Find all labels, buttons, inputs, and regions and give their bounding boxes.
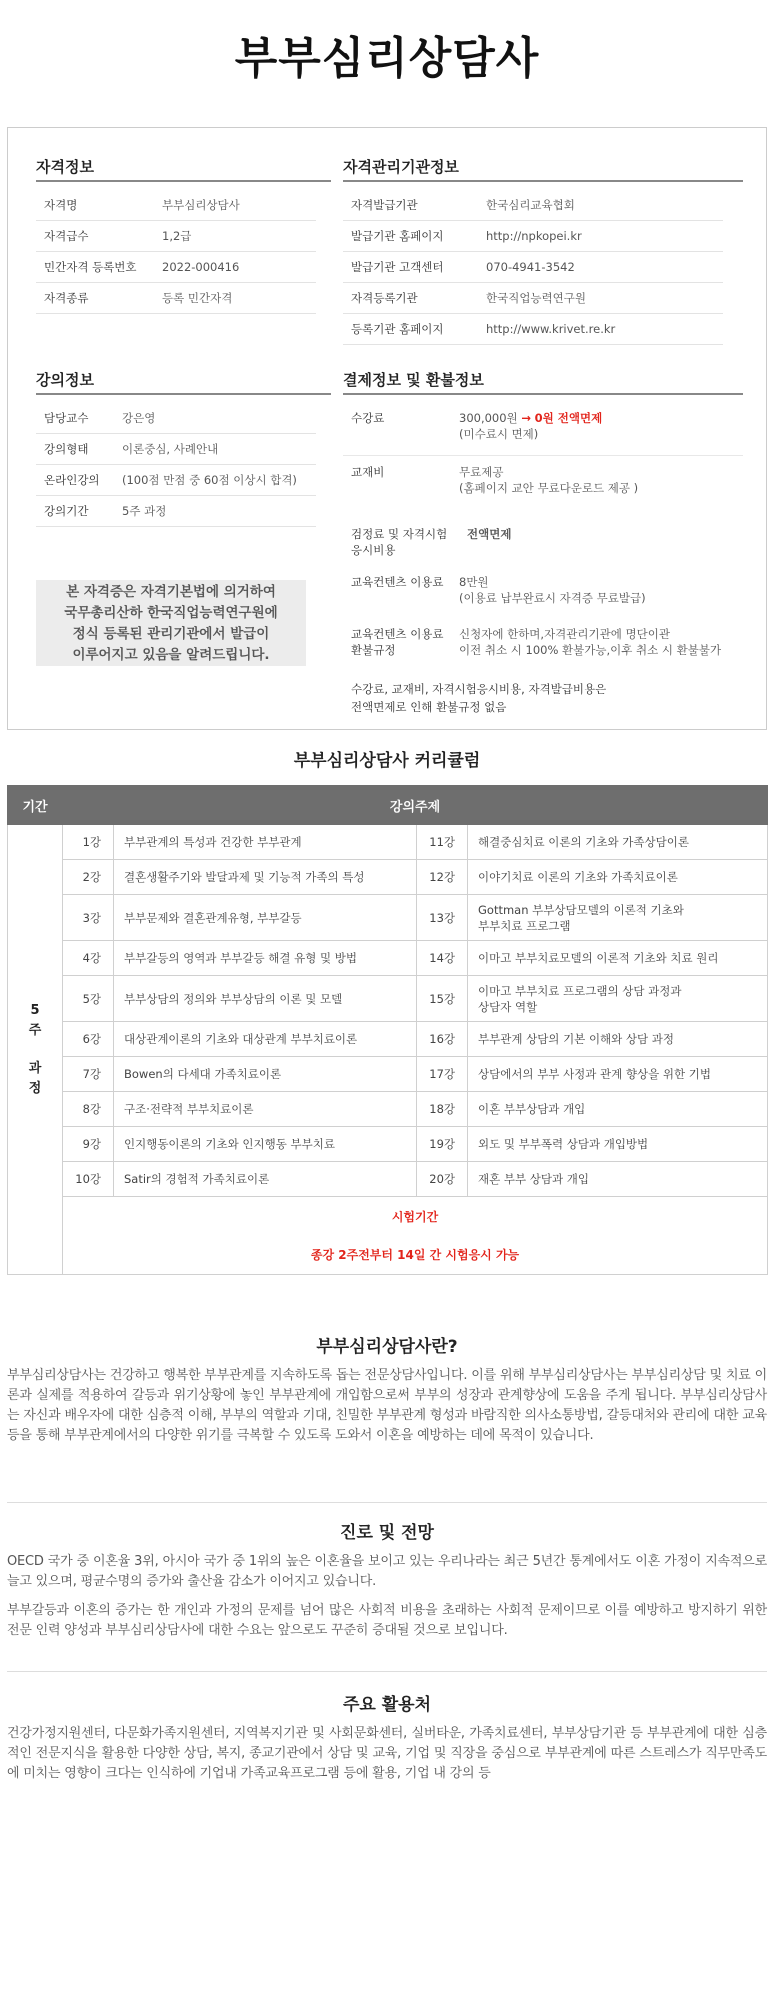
row-key: 발급기관 고객센터: [351, 260, 444, 274]
topic-header: 강의주제: [63, 786, 768, 825]
row-value: 등록 민간자격: [162, 291, 233, 305]
lesson-topic: 부부갈등의 영역과 부부갈등 해결 유형 및 방법: [114, 941, 417, 976]
tuition-value: [459, 410, 602, 426]
lesson-topic: 상담에서의 부부 사정과 관계 향상을 위한 기법: [468, 1057, 768, 1092]
lesson-number: 2강: [63, 860, 114, 895]
management-row: [343, 252, 723, 283]
lesson-topic: Satir의 경험적 가족치료이론: [114, 1162, 417, 1197]
value-line: 신청자에 한하며,자격관리기관에 명단이관: [459, 627, 670, 641]
row-key: 자격발급기관: [351, 198, 418, 212]
row-key: 발급기관 홈페이지: [351, 229, 444, 243]
info-panel: [7, 127, 767, 730]
qualification-heading: 자격정보: [36, 156, 331, 182]
lecture-row: [36, 496, 316, 527]
refund-row: [343, 614, 773, 664]
qualification-row: [36, 190, 316, 221]
row-value: 1,2급: [162, 229, 192, 243]
tuition-row: [343, 406, 743, 456]
lesson-number: 18강: [417, 1092, 468, 1127]
lesson-topic: 인지행동이론의 기초와 인지행동 부부치료: [114, 1127, 417, 1162]
lesson-number: 15강: [417, 976, 468, 1022]
row-key: 자격명: [44, 198, 78, 212]
lecture-row: [36, 465, 316, 496]
lecture-row: [36, 434, 316, 465]
table-row: [8, 1057, 768, 1092]
exam-period-row: [8, 1197, 768, 1275]
qualification-row: [36, 221, 316, 252]
table-row: [8, 860, 768, 895]
row-value: 070-4941-3542: [486, 260, 575, 274]
period-header: 기간: [8, 786, 63, 825]
divider: [7, 1502, 767, 1503]
table-row: [8, 941, 768, 976]
row-note: (미수료시 면제): [459, 427, 539, 441]
value-line: 이전 취소 시 100% 환불가능,이후 취소 시 환불불가: [459, 643, 722, 657]
lesson-topic: 재혼 부부 상담과 개입: [468, 1162, 768, 1197]
row-value: 2022-000416: [162, 260, 240, 274]
curriculum-table: [7, 785, 768, 1275]
lesson-number: 16강: [417, 1022, 468, 1057]
period-char: 주: [28, 1022, 42, 1038]
key-line: 응시비용: [351, 543, 396, 557]
notice-line: 국무총리산하 한국직업능력연구원에: [64, 605, 278, 621]
about-heading: 부부심리상담사란?: [316, 1337, 458, 1357]
career-heading: 진로 및 전망: [340, 1523, 434, 1543]
notice-line: 정식 등록된 관리기관에서 발급이: [72, 626, 270, 642]
row-value: 이론중심, 사례안내: [122, 442, 219, 456]
career-text-1: OECD 국가 중 이혼율 3위, 아시아 국가 중 1위의 높은 이혼율을 보이고 있는 우리나라는 최근 5년간 통계에서도 이혼 가정이 지속적으로 늘고 있으며, 평균수명의 증가와 출산율 감소가 이어지고 있습니다.: [7, 1554, 767, 1589]
lecture-row: [36, 403, 316, 434]
row-key: 담당교수: [44, 411, 89, 425]
lesson-topic: 이마고 부부치료 프로그램의 상담 과정과 상담자 역할: [468, 976, 768, 1022]
lesson-number: 5강: [63, 976, 114, 1022]
row-key: 자격종류: [44, 291, 89, 305]
divider: [7, 1671, 767, 1672]
row-value: 한국직업능력연구원: [486, 291, 586, 305]
row-key: 교육컨텐츠 이용료: [351, 575, 444, 589]
registry-link[interactable]: http://www.krivet.re.kr: [486, 322, 616, 336]
row-value: 부부심리상담사: [162, 198, 240, 212]
table-row: [8, 825, 768, 860]
key-line: 환불규정: [351, 643, 396, 657]
materials-row: [343, 458, 743, 508]
period-char: [8, 1041, 62, 1059]
management-heading: 자격관리기관정보: [343, 156, 743, 182]
exam-period-cell: [63, 1197, 768, 1275]
tuition-free: 0원 전액면제: [534, 411, 603, 425]
row-value: 강은영: [122, 411, 156, 425]
lesson-topic: 해결중심치료 이론의 기초와 가족상담이론: [468, 825, 768, 860]
row-value: 한국심리교육협회: [486, 198, 575, 212]
row-key: 등록기관 홈페이지: [351, 322, 444, 336]
row-key: 강의형태: [44, 442, 89, 456]
lesson-number: 10강: [63, 1162, 114, 1197]
lesson-topic: 대상관계이론의 기초와 대상관계 부부치료이론: [114, 1022, 417, 1057]
about-text: 부부심리상담사는 건강하고 행복한 부부관계를 지속하도록 돕는 전문상담사입니다. 이를 위해 부부심리상담사는 부부심리상담 및 치료 이론과 실제를 적용하여 갈등과 위기상황에 놓인 부부관계에 개입함으로써 부부의 성장과 관계향상에 도움을 주게 됩니다. 부부심리상담사는 자신과 배우자에 대한 심층적 이해, 부부의 역할과 기대, 친밀한 부부관계 형성과 바람직한 의사소통방법, 갈등대처와 관리에 대한 교육 등을 통해 부부관계에서의 다양한 위기를 극복할 수 있도록 도와서 이혼을 예방하는 데에 목적이 있습니다.: [7, 1368, 767, 1443]
lesson-topic: 부부관계의 특성과 건강한 부부관계: [114, 825, 417, 860]
payment-heading: 결제정보 및 환불정보: [343, 369, 743, 395]
arrow-icon: →: [521, 411, 531, 425]
period-cell: [8, 825, 63, 1275]
lesson-number: 13강: [417, 895, 468, 941]
curriculum-title: 부부심리상담사 커리큘럼: [293, 751, 481, 771]
row-key: 민간자격 등록번호: [44, 260, 137, 274]
registration-notice: [36, 580, 306, 666]
row-key: 자격등록기관: [351, 291, 418, 305]
lesson-topic: 결혼생활주기와 발달과제 및 기능적 가족의 특성: [114, 860, 417, 895]
lesson-number: 9강: [63, 1127, 114, 1162]
lesson-number: 14강: [417, 941, 468, 976]
lesson-topic: 이야기치료 이론의 기초와 가족치료이론: [468, 860, 768, 895]
career-text-2: 부부갈등과 이혼의 증가는 한 개인과 가정의 문제를 넘어 많은 사회적 비용을 초래하는 사회적 문제이므로 이를 예방하고 방지하기 위한 전문 인력 양성과 부부심리상담사에 대한 수요는 앞으로도 꾸준히 증대될 것으로 보입니다.: [7, 1603, 767, 1638]
exam-fee-row: [343, 502, 743, 558]
table-row: [8, 895, 768, 941]
key-line: 교육컨텐츠 이용료: [351, 627, 444, 641]
row-key: 온라인강의: [44, 473, 100, 487]
key-line: 검정료 및 자격시험: [351, 527, 448, 541]
management-row: [343, 283, 723, 314]
lesson-topic: 이혼 부부상담과 개입: [468, 1092, 768, 1127]
content-fee-row: [343, 560, 743, 610]
lesson-number: 7강: [63, 1057, 114, 1092]
homepage-link[interactable]: http://npkopei.kr: [486, 229, 582, 243]
management-row: [343, 221, 723, 252]
row-value: 5주 과정: [122, 504, 167, 518]
row-note: (이용료 납부완료시 자격증 무료발급): [459, 591, 646, 605]
row-key: 수강료: [351, 411, 385, 425]
footnote-line: 수강료, 교재비, 자격시험응시비용, 자격발급비용은: [351, 682, 607, 696]
refund-footnote: [351, 680, 606, 716]
table-row: [8, 1022, 768, 1057]
notice-line: 본 자격증은 자격기본법에 의거하여: [66, 584, 276, 600]
lesson-topic: 부부관계 상담의 기본 이해와 상담 과정: [468, 1022, 768, 1057]
row-value: 8만원: [459, 575, 489, 589]
notice-line: 이루어지고 있음을 알려드립니다.: [72, 647, 270, 663]
table-header: [8, 786, 768, 825]
lesson-topic: 외도 및 부부폭력 상담과 개입방법: [468, 1127, 768, 1162]
row-key: 교재비: [351, 465, 385, 479]
management-row: [343, 314, 723, 345]
lesson-number: 1강: [63, 825, 114, 860]
footnote-line: 전액면제로 인해 환불규정 없음: [351, 700, 507, 714]
lesson-topic: 이마고 부부치료모델의 이론적 기초와 치료 원리: [468, 941, 768, 976]
table-row: [8, 1092, 768, 1127]
tuition-price: 300,000원: [459, 411, 518, 425]
table-row: [8, 1162, 768, 1197]
row-value: 무료제공: [459, 465, 504, 479]
management-row: [343, 190, 723, 221]
row-key: [351, 626, 444, 658]
page-title: 부부심리상담사: [234, 33, 540, 84]
lesson-number: 11강: [417, 825, 468, 860]
lesson-number: 3강: [63, 895, 114, 941]
row-key: 강의기간: [44, 504, 89, 518]
exam-title: 시험기간: [391, 1209, 439, 1224]
period-char: 과: [28, 1060, 42, 1076]
lesson-topic: 부부상담의 정의와 부부상담의 이론 및 모델: [114, 976, 417, 1022]
table-row: [8, 976, 768, 1022]
lesson-number: 4강: [63, 941, 114, 976]
lesson-number: 8강: [63, 1092, 114, 1127]
usage-text: 건강가정지원센터, 다문화가족지원센터, 지역복지기관 및 사회문화센터, 실버타운, 가족치료센터, 부부상담기관 등 부부관계에 대한 심층적인 전문지식을 활용한 다양한 상담, 복지, 종교기관에서 상담 및 교육, 기업 및 직장을 중심으로 부부관계에 따른 스트레스가 직무만족도에 미치는 영향이 크다는 인식하에 기업내 가족교육프로그램 등에 활용, 기업 내 강의 등: [7, 1726, 767, 1781]
lesson-topic: Bowen의 다세대 가족치료이론: [114, 1057, 417, 1092]
row-note: (홈페이지 교안 무료다운로드 제공 ): [459, 481, 639, 495]
exam-fee-value: 전액면제: [467, 527, 512, 541]
lecture-heading: 강의정보: [36, 369, 331, 395]
lesson-number: 12강: [417, 860, 468, 895]
row-value: (100점 만점 중 60점 이상시 합격): [122, 473, 297, 487]
lesson-topic: Gottman 부부상담모델의 이론적 기초와 부부치료 프로그램: [468, 895, 768, 941]
usage-heading: 주요 활용처: [342, 1695, 432, 1715]
qualification-row: [36, 252, 316, 283]
period-char: 정: [28, 1080, 42, 1096]
row-key: [351, 526, 447, 558]
lesson-number: 20강: [417, 1162, 468, 1197]
lesson-topic: 부부문제와 결혼관계유형, 부부갈등: [114, 895, 417, 941]
exam-text: 종강 2주전부터 14일 간 시험응시 가능: [310, 1247, 520, 1262]
lesson-number: 19강: [417, 1127, 468, 1162]
row-value: [459, 626, 721, 658]
qualification-row: [36, 283, 316, 314]
lesson-number: 17강: [417, 1057, 468, 1092]
lesson-number: 6강: [63, 1022, 114, 1057]
lesson-topic: 구조·전략적 부부치료이론: [114, 1092, 417, 1127]
period-char: 5: [30, 1002, 40, 1018]
row-key: 자격급수: [44, 229, 89, 243]
table-row: [8, 1127, 768, 1162]
